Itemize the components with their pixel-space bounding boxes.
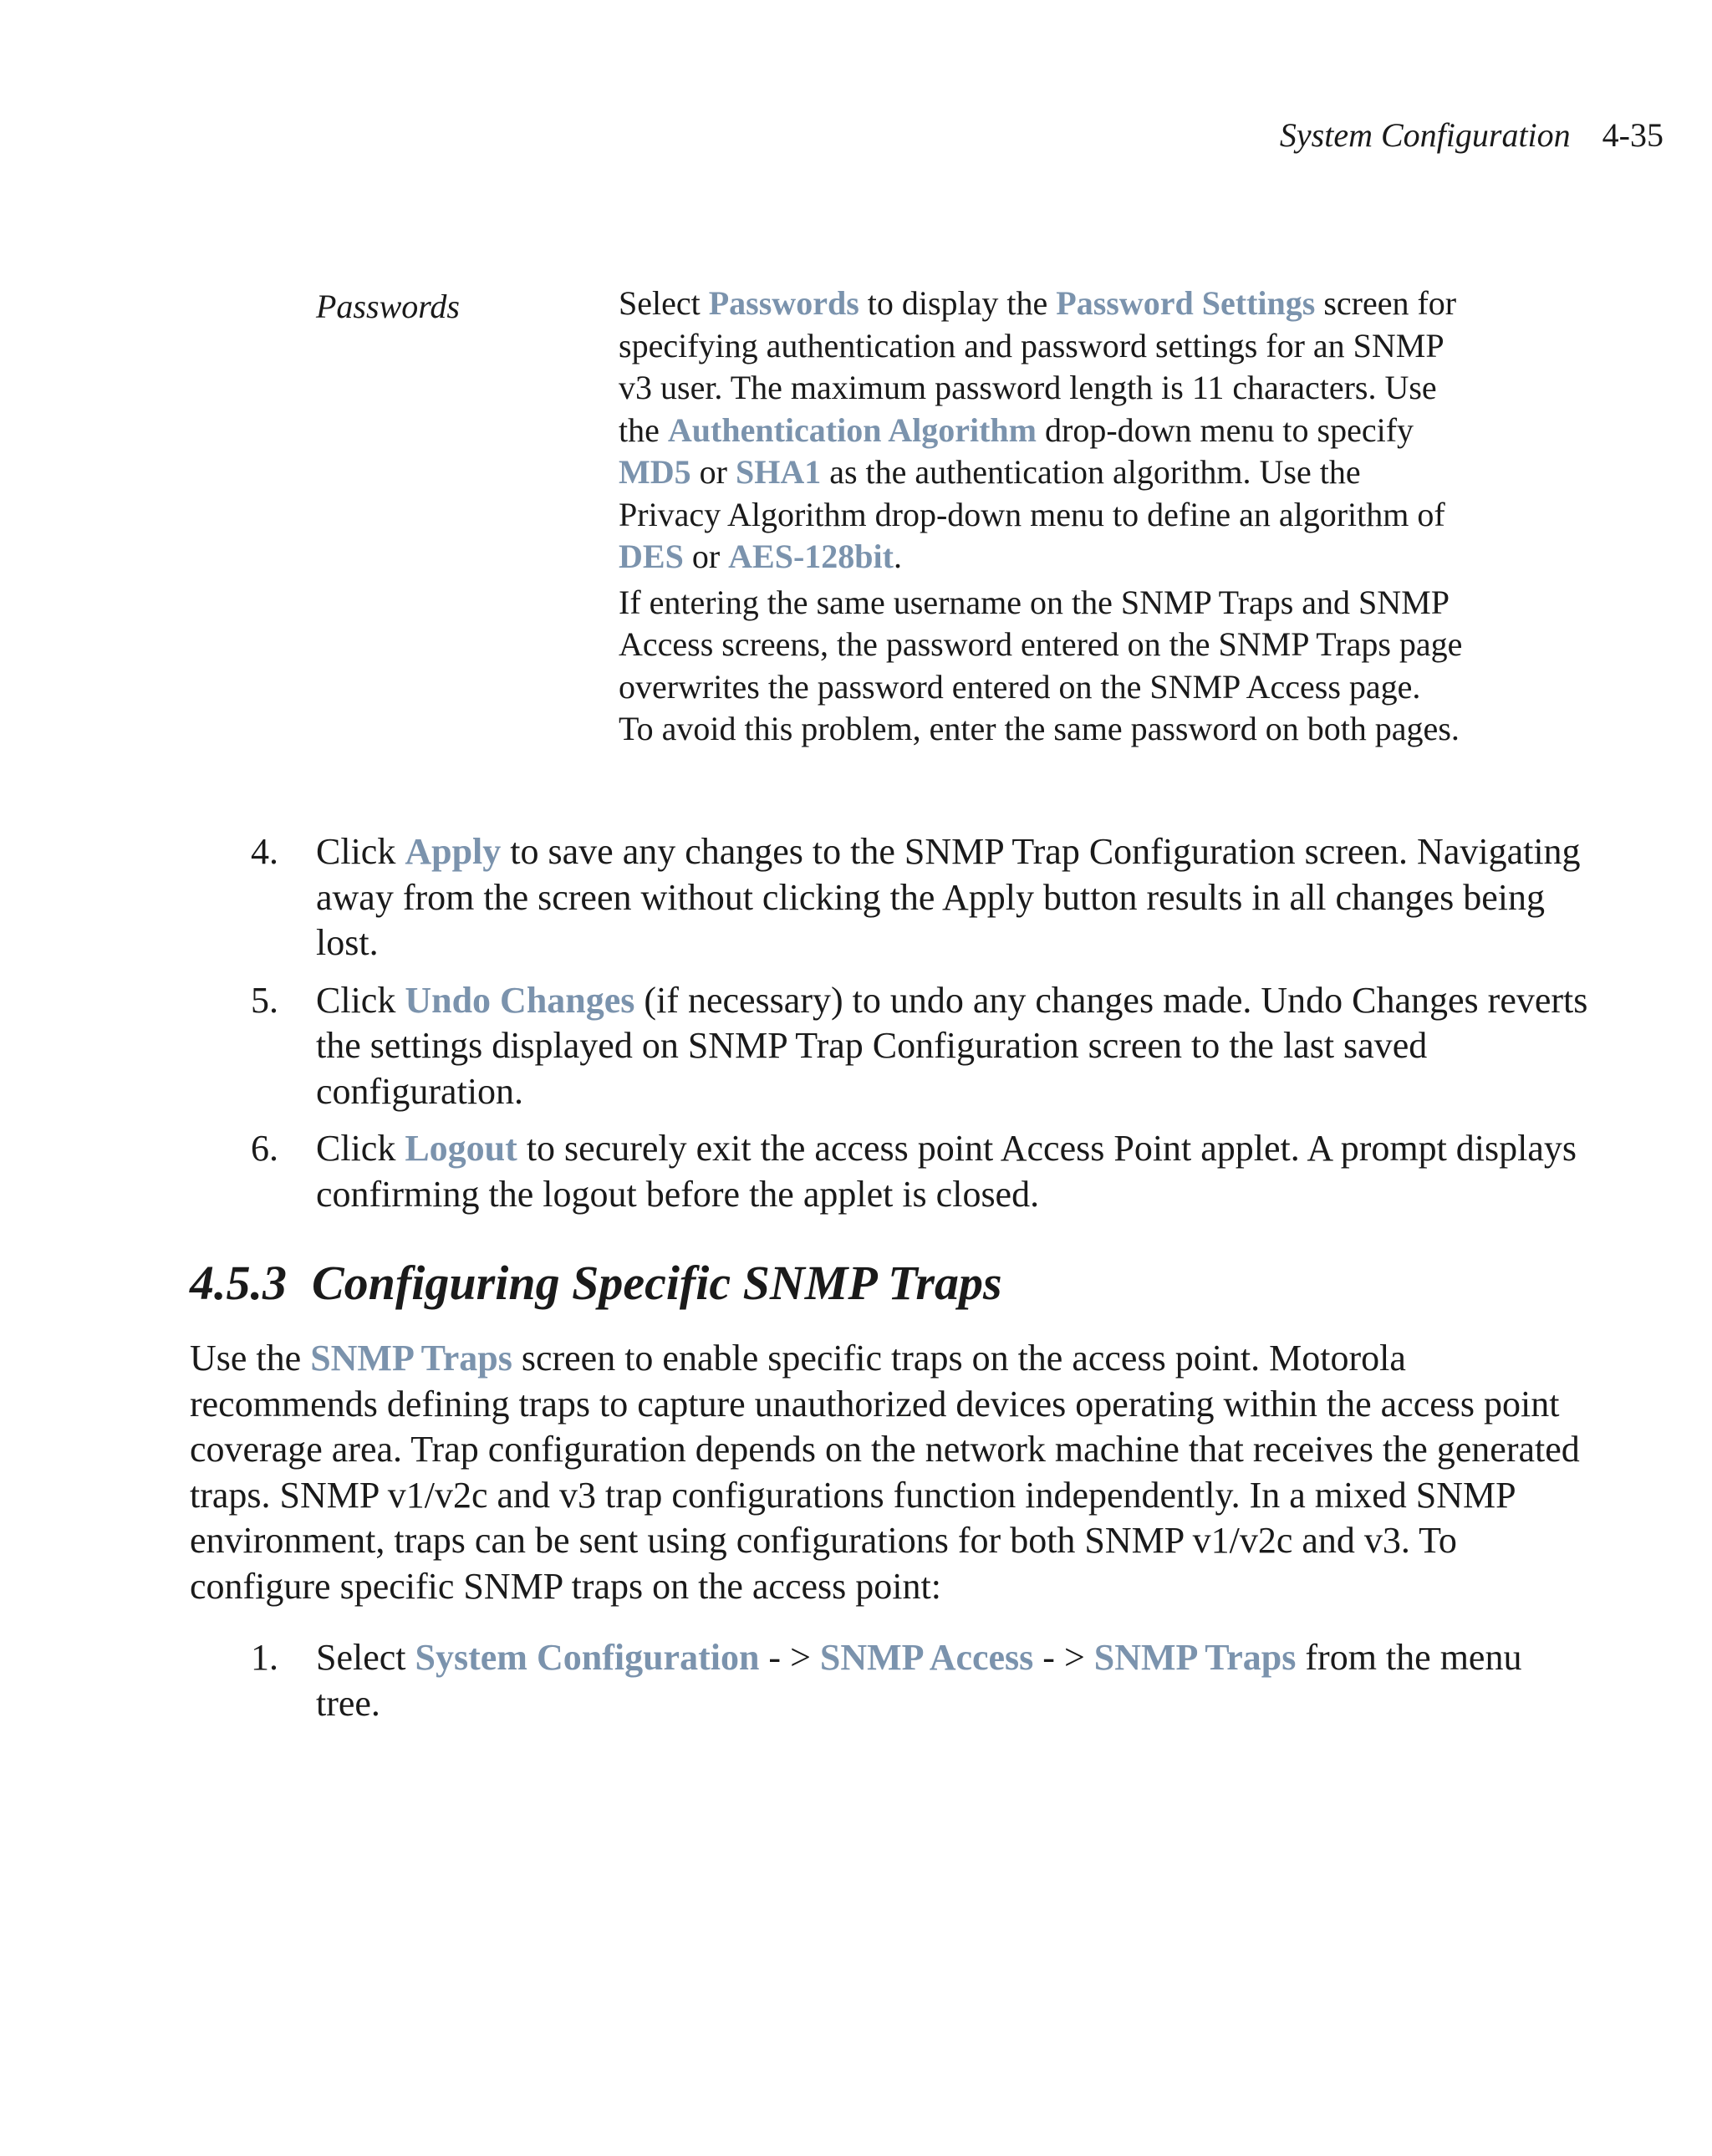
page-number: 4-35: [1602, 116, 1664, 154]
keyword-authentication-algorithm: Authentication Algorithm: [667, 410, 1037, 449]
definition-body: [619, 283, 1463, 751]
keyword-undo-changes: Undo Changes: [405, 979, 635, 1021]
header-section-name: System Configuration: [1279, 116, 1571, 154]
text-run: .: [893, 538, 902, 575]
list-item: [251, 1126, 1588, 1217]
text-run: - >: [759, 1637, 820, 1678]
keyword-md5: MD5: [619, 453, 691, 491]
text-run: (if necessary) to undo any changes made. Undo Changes reverts the settings displayed on SNMP Trap Configuration screen to the last saved configuration.: [316, 979, 1588, 1112]
keyword-snmp-traps: SNMP Traps: [310, 1338, 512, 1379]
text-run: screen to enable specific traps on the access point. Motorola recommends defining traps to capture unauthorized devices operating within the access point coverage area. Trap configuration depends on the network machine that receives the generated traps. SNMP v1/v2c and v3 trap configurations function independently. In a mixed SNMP environment, traps can be sent using configurations for both SNMP v1/v2c and v3. To configure specific SNMP traps on the access point:: [190, 1338, 1580, 1607]
text-run: to securely exit the access point Access Point applet. A prompt displays confirming the logout before the applet is closed.: [316, 1128, 1577, 1215]
keyword-snmp-access: SNMP Access: [819, 1637, 1034, 1678]
list-item: [251, 978, 1588, 1115]
text-run: as the authentication algorithm. Use the Privacy Algorithm drop-down menu to define an algorithm of: [619, 453, 1445, 533]
text-run: drop-down menu to specify: [1037, 410, 1414, 449]
keyword-system-configuration: System Configuration: [415, 1637, 760, 1678]
keyword-password-settings: Password Settings: [1056, 284, 1316, 322]
procedure-steps-2: [251, 1635, 1588, 1738]
keyword-snmp-traps-menu: SNMP Traps: [1093, 1637, 1297, 1678]
text-run: Click: [316, 1128, 405, 1169]
list-item: [251, 1635, 1588, 1726]
procedure-steps: [251, 829, 1588, 1229]
text-run: to save any changes to the SNMP Trap Configuration screen. Navigating away from the screen without clicking the Apply button results in all changes being lost.: [316, 831, 1581, 963]
list-item: [251, 829, 1588, 966]
section-heading: [190, 1254, 1002, 1312]
running-header: [1280, 115, 1664, 155]
text-run: to display the: [859, 284, 1057, 322]
step-number: 1.: [251, 1637, 278, 1678]
text-run: screen for specifying authentication and password settings for an SNMP v3 user. The maximum password length is 11 characters. Use the: [619, 284, 1457, 449]
keyword-des: DES: [619, 538, 684, 575]
definition-paragraph-1: [619, 283, 1463, 579]
section-intro-paragraph: [190, 1336, 1602, 1609]
section-title: Configuring Specific SNMP Traps: [312, 1256, 1002, 1310]
step-number: 6.: [251, 1128, 278, 1169]
text-run: Click: [316, 831, 405, 872]
step-number: 4.: [251, 831, 278, 872]
text-run: from the menu tree.: [316, 1637, 1522, 1724]
keyword-sha1: SHA1: [735, 453, 822, 491]
keyword-logout: Logout: [405, 1128, 517, 1169]
text-run: Select: [619, 284, 709, 322]
keyword-aes-128bit: AES-128bit: [728, 538, 894, 575]
text-run: Use the: [190, 1338, 311, 1379]
text-run: Select: [316, 1637, 415, 1678]
keyword-apply: Apply: [405, 831, 502, 872]
definition-term: Passwords: [316, 288, 460, 325]
text-run: or: [683, 538, 729, 575]
definition-paragraph-2: If entering the same username on the SNMP Traps and SNMP Access screens, the password entered on the SNMP Traps page overwrites the password entered on the SNMP Access page. To avoid this problem, enter the same password on both pages.: [619, 583, 1463, 747]
text-run: or: [690, 453, 736, 491]
keyword-passwords: Passwords: [708, 284, 859, 322]
text-run: Click: [316, 979, 405, 1021]
text-run: - >: [1033, 1637, 1094, 1678]
step-number: 5.: [251, 979, 278, 1021]
section-number: 4.5.3: [190, 1256, 287, 1310]
